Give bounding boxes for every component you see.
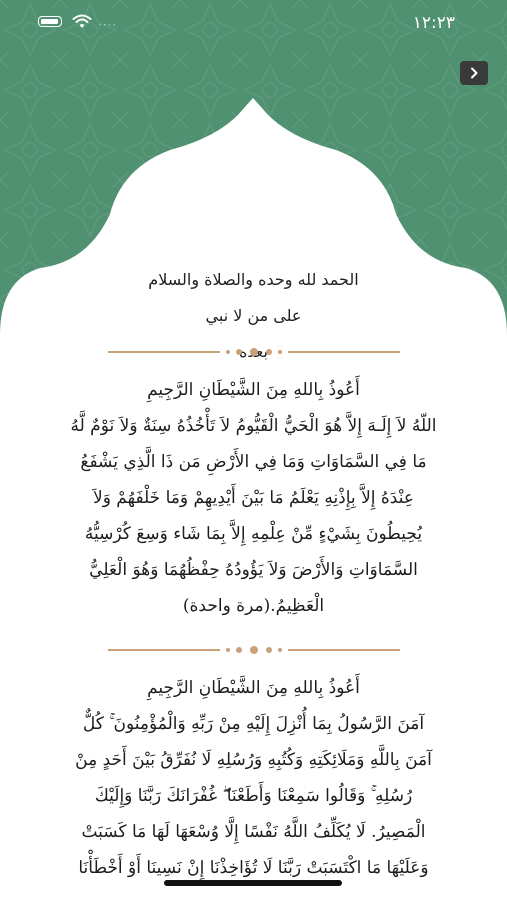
- status-time: ١٢:٢٣: [412, 13, 455, 33]
- verse-line: عِنْدَهُ إِلاَّ بِإِذْنِهِ يَعْلَمُ مَا بَيْنَ أَيْدِيهِمْ وَمَا خَلْفَهُمْ وَلاَ: [93, 488, 414, 508]
- ornament-divider: [108, 346, 400, 358]
- verse-line: أَعُوذُ بِاللهِ مِنَ الشَّيْطَانِ الرَّجِيمِ: [147, 678, 360, 698]
- intro-line: الحمد لله وحده والصلاة والسلام على من لا نبي: [148, 270, 359, 325]
- verse-line: الْعَظِيمُ.(مرة واحدة): [182, 596, 325, 616]
- verse-line: آمَنَ بِاللَّهِ وَمَلَائِكَتِهِ وَكُتُبِهِ وَرُسُلِهِ لَا نُفَرِّقُ بَيْنَ أَحَدٍ مِنْ: [75, 750, 432, 770]
- status-icons: [38, 12, 128, 34]
- verse-line: اللّهُ لاَ إِلَـهَ إِلاَّ هُوَ الْحَيُّ الْقَيُّومُ لاَ تَأْخُذُهُ سِنَةٌ وَلاَ نَوْمٌ لَّهُ: [70, 416, 437, 436]
- chevron-right-icon: [469, 67, 479, 79]
- verse-line: آمَنَ الرَّسُولُ بِمَا أُنْزِلَ إِلَيْهِ مِنْ رَبِّهِ وَالْمُؤْمِنُونَ ۚ كُلٌّ: [82, 714, 425, 734]
- wifi-icon: [72, 14, 92, 30]
- verse-line: يُحِيطُونَ بِشَيْءٍ مِّنْ عِلْمِهِ إِلاَّ بِمَا شَاء وَسِعَ كُرْسِيُّهُ: [84, 524, 423, 544]
- battery-icon: [38, 16, 62, 27]
- home-indicator[interactable]: [164, 880, 342, 886]
- verse-line: وَعَلَيْهَا مَا اكْتَسَبَتْ رَبَّنَا لَا تُؤَاخِذْنَا إِنْ نَسِينَا أَوْ أَخْطَأْنَا: [78, 858, 429, 878]
- verse-line: مَا فِي السَّمَاوَاتِ وَمَا فِي الأَرْضِ مَن ذَا الَّذِي يَشْفَعُ: [80, 452, 427, 472]
- signal-icon: ····: [98, 18, 118, 32]
- verse-line: أَعُوذُ بِاللهِ مِنَ الشَّيْطَانِ الرَّجِيمِ: [147, 380, 360, 400]
- verse-line: الْمَصِيرُ. لَا يُكَلِّفُ اللَّهُ نَفْسًا إِلَّا وُسْعَهَا لَهَا مَا كَسَبَتْ: [81, 822, 426, 842]
- ornament-divider: [108, 644, 400, 656]
- dhikr-section-amana-rasul: [20, 670, 487, 886]
- verse-line: رُسُلِهِ ۚ وَقَالُوا سَمِعْنَا وَأَطَعْنَا ۖ غُفْرَانَكَ رَبَّنَا وَإِلَيْكَ: [94, 786, 413, 806]
- dhikr-section-ayat-alkursi: [20, 372, 487, 624]
- verse-line: السَّمَاوَاتِ وَالأَرْضَ وَلاَ يَؤُودُهُ حِفْظُهُمَا وَهُوَ الْعَلِيُّ: [89, 560, 418, 580]
- next-button[interactable]: [460, 61, 488, 85]
